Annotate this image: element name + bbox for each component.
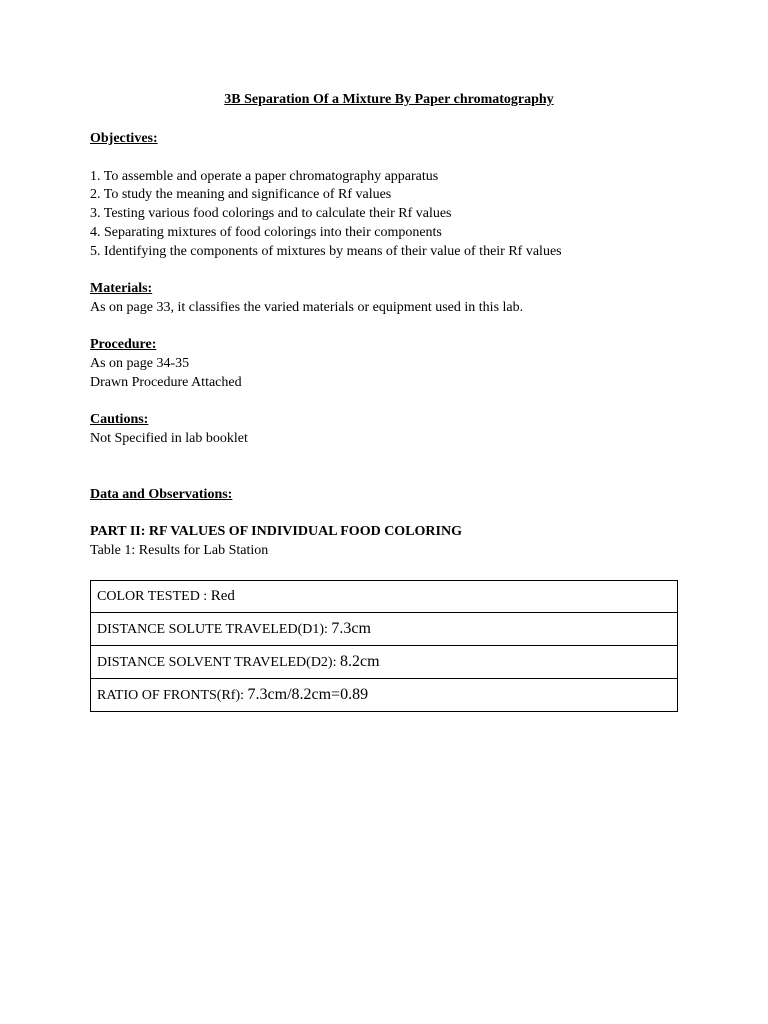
materials-section <box>90 280 523 318</box>
row-value: 7.3cm/8.2cm=0.89 <box>247 686 369 703</box>
table-cell <box>91 646 678 679</box>
table-row <box>91 646 678 679</box>
cautions-section <box>90 411 248 449</box>
objective-item: 1. To assemble and operate a paper chromatography apparatus <box>90 168 439 184</box>
part2-section <box>90 523 462 561</box>
objective-item: 5. Identifying the components of mixtures by means of their value of their Rf values <box>90 243 562 259</box>
data-observations-heading: Data and Observations: <box>90 487 233 502</box>
objectives-section <box>90 130 562 262</box>
materials-text: As on page 33, it classifies the varied materials or equipment used in this lab. <box>90 299 524 315</box>
document-title: 3B Separation Of a Mixture By Paper chromatography <box>224 92 554 107</box>
row-label: DISTANCE SOLVENT TRAVELED(D2): <box>97 655 340 670</box>
table-cell <box>91 613 678 646</box>
row-label: RATIO OF FRONTS(Rf): <box>97 688 248 703</box>
table-row <box>91 581 678 613</box>
table-cell <box>91 679 678 712</box>
cautions-text: Not Specified in lab booklet <box>90 430 248 446</box>
procedure-section <box>90 336 242 392</box>
procedure-heading: Procedure: <box>90 337 157 352</box>
data-observations-section <box>90 486 232 505</box>
row-label: COLOR TESTED : <box>97 589 211 604</box>
table-caption: Table 1: Results for Lab Station <box>90 542 269 558</box>
objectives-heading: Objectives: <box>90 131 158 146</box>
results-table <box>90 580 678 712</box>
table-row <box>91 613 678 646</box>
procedure-line: Drawn Procedure Attached <box>90 374 242 390</box>
materials-heading: Materials: <box>90 281 153 296</box>
row-value: 8.2cm <box>339 653 380 670</box>
cautions-heading: Cautions: <box>90 412 149 427</box>
table-row <box>91 679 678 712</box>
part2-heading: PART II: RF VALUES OF INDIVIDUAL FOOD COLORING <box>90 524 462 539</box>
objective-item: 4. Separating mixtures of food colorings into their components <box>90 224 442 240</box>
table-cell <box>91 581 678 613</box>
row-label: DISTANCE SOLUTE TRAVELED(D1): <box>97 622 332 637</box>
objective-item: 2. To study the meaning and significance of Rf values <box>90 187 392 203</box>
objective-item: 3. Testing various food colorings and to calculate their Rf values <box>90 206 452 222</box>
row-value: Red <box>210 588 235 604</box>
procedure-line: As on page 34-35 <box>90 355 190 371</box>
row-value: 7.3cm <box>331 620 371 637</box>
